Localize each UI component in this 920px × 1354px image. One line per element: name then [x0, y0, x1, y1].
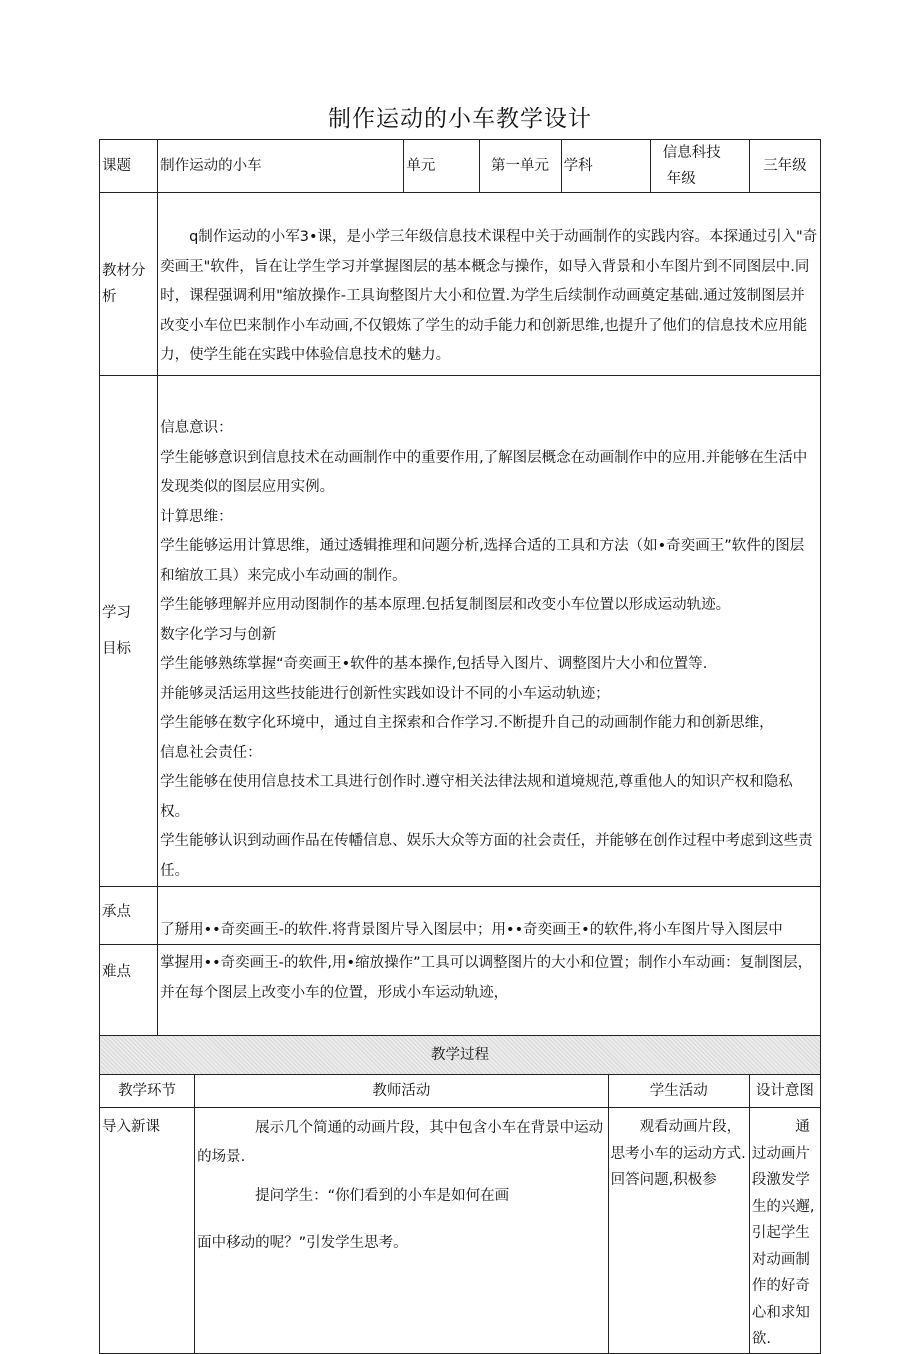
- subject-grade-cell: [650, 140, 749, 193]
- process-columns-row: [100, 1075, 821, 1108]
- objective-line: 学生能够在使用信息技术工具进行创作时.遵守相关法律法规和道境规范,尊重他人的知识产权和隐私权。: [160, 774, 793, 820]
- grade-value: 三年级: [749, 140, 820, 193]
- col-teacher: 教师活动: [195, 1075, 609, 1108]
- objective-line: 学生能够运用计算思维，通过透辑推理和问题分析,选择合适的工具和方法（如•奇奕画王”软件的图层和缩放工具）来完成小车动画的制作。: [160, 538, 805, 584]
- teacher-line: 提问学生：“你们看到的小车是如何在画: [255, 1188, 510, 1204]
- analysis-text: q制作运动的小军3•课，是小学三年级信息技术课程中关于动画制作的实践内容。本探通过引入"奇奕画王"软件，旨在让学生学习并掌握图层的基本概念与操作，如导入背景和小车图片到不同图层中.同时，课程强调利用"缩放操作-工具询整图片大小和位置.为学生后续制作动画奠定基础.通过笈制图层并改变小车位巴来制作小车动画,不仅锻炼了学生的动手能力和创新思维,也提升了他们的信息技术应用能力，使学生能在实践中体验信息技术的魅力。: [160, 229, 818, 363]
- objective-line: 学生能够理解并应用动图制作的基本原理.包括复制图层和改变小车位置以形成运动轨迹。: [160, 597, 731, 613]
- analysis-content: [158, 193, 821, 376]
- objective-line: 学生能够意识到信息技术在动画制作中的重要作用,了解图层概念在动画制作中的应用.并能够在生活中发现类似的图层应用实例。: [160, 449, 808, 495]
- student-text: 观看动画片段，思考小车的运动方式.回答问题,积极参: [610, 1119, 746, 1188]
- student-activity: [608, 1108, 749, 1354]
- objectives-label-1: 学习: [102, 605, 131, 621]
- objective-line: 学生能够在数字化环境中，通过自主探索和合作学习.不断提升自己的动画制作能力和创新思维，: [160, 715, 774, 731]
- design-intent: [749, 1108, 820, 1354]
- difficulty-row: [100, 945, 821, 1036]
- objectives-row: [100, 376, 821, 887]
- objective-line: 学生能够认识到动画作品在传幡信息、娱乐大众等方面的社会责任，并能够在创作过程中考虑到这些责任。: [160, 833, 813, 879]
- objective-line: 数字化学习与创新: [160, 626, 277, 643]
- process-heading-row: [100, 1036, 821, 1075]
- teacher-activity: [195, 1108, 609, 1354]
- unit-label: 单元: [404, 140, 479, 193]
- grade-label: 年级: [666, 171, 696, 187]
- stage-intro: 导入新课: [100, 1108, 195, 1354]
- topic-value: 制作运动的小车: [158, 140, 404, 193]
- header-row: [100, 140, 821, 193]
- difficulty-label: 难点: [100, 945, 158, 1036]
- objectives-label-cell: [100, 376, 158, 887]
- page-title: 制作运动的小车教学设计: [328, 106, 592, 132]
- objective-line: 信息社会责任：: [160, 744, 262, 761]
- topic-label: 课题: [100, 140, 158, 193]
- objective-line: 并能够灵活运用这些技能进行创新性实践如设计不同的小车运动轨迹；: [160, 685, 610, 702]
- col-intent: 设计意图: [749, 1075, 820, 1108]
- intent-text: 通过动画片段激发学生的兴邂,引起学生对动画制作的好奇心和求知欲.: [751, 1119, 815, 1347]
- key-point-label: 承点: [100, 887, 158, 945]
- subject-label: 学科: [561, 140, 650, 193]
- col-student: 学生活动: [608, 1075, 749, 1108]
- lesson-plan-table: [99, 139, 821, 1354]
- subject-value: 信息科技: [662, 145, 721, 161]
- objectives-label-2: 目标: [102, 641, 131, 657]
- objective-line: 学生能够熟练掌握“奇奕画王•软件的基本操作,包括导入图片、调整图片大小和位置等.: [160, 656, 708, 672]
- key-point-text: 了掰用••奇奕画王-的软件.将背景图片导入图层中；用••奇奕画王•的软件,将小车图片导入图层中: [158, 887, 821, 945]
- unit-value: 第一单元: [479, 140, 561, 193]
- objective-line: 信息意识：: [160, 420, 233, 436]
- process-heading: 教学过程: [100, 1036, 821, 1075]
- teacher-line: 面中移动的呢？”引发学生思考。: [197, 1235, 408, 1251]
- objectives-content: [158, 376, 821, 887]
- objective-line: 计算思维：: [160, 508, 233, 525]
- difficulty-text: 掌握用••奇奕画王-的软件,用•缩放操作”工具可以调整图片的大小和位置；制作小车动画：复制图层，并在每个图层上改变小车的位置，形成小车运动轨迹，: [158, 945, 821, 1036]
- process-row-intro: [100, 1108, 821, 1354]
- col-stage: 教学环节: [100, 1075, 195, 1108]
- teacher-line: 展示几个简通的动画片段，其中包含小车在背景中运动的场景.: [197, 1120, 604, 1165]
- key-point-row: [100, 887, 821, 945]
- analysis-row: [100, 193, 821, 376]
- analysis-label: 教材分析: [100, 193, 158, 376]
